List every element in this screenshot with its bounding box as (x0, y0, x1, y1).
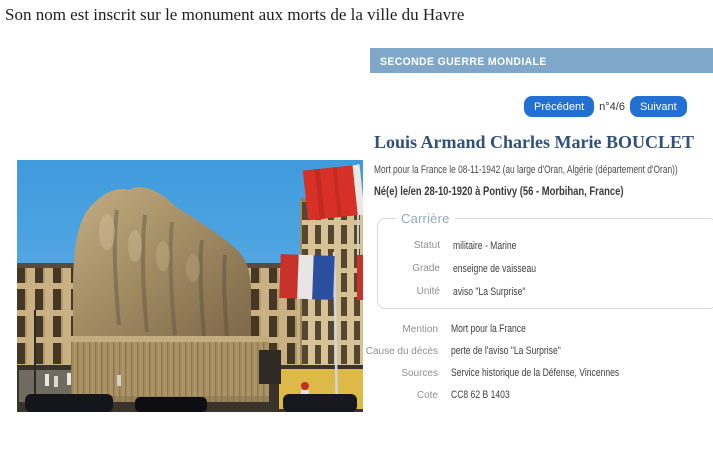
photo-car (283, 394, 357, 412)
next-button[interactable]: Suivant (630, 96, 687, 117)
monument-photo (17, 160, 363, 412)
detail-row-cote (363, 384, 708, 406)
career-fieldset (377, 211, 713, 309)
death-info: Mort pour la France le 08-11-1942 (au large d'Oran, Algérie (département d'Oran)) (374, 164, 678, 176)
record-navigation (524, 96, 687, 117)
photo-car (135, 397, 207, 412)
field-value: CC8 62 B 1403 (451, 389, 510, 401)
monument-pedestal (71, 342, 269, 402)
field-label: Cote (416, 389, 438, 401)
field-label: Mention (402, 323, 438, 335)
period-banner (370, 48, 713, 73)
field-value: perte de l'aviso "La Surprise" (451, 345, 561, 357)
field-label: Statut (413, 240, 440, 251)
detail-row-cause-deces (363, 340, 708, 362)
monument-note: Son nom est inscrit sur le monument aux morts de la ville du Havre (5, 5, 465, 24)
field-label: Sources (401, 367, 438, 379)
monument-plaque (259, 350, 281, 384)
field-value: Service historique de la Défense, Vincennes (451, 367, 620, 379)
field-label: Grade (412, 263, 440, 274)
photo-monument-overlay (17, 160, 363, 412)
birth-info: Né(e) le/en 28-10-1920 à Pontivy (56 - Morbihan, France) (374, 186, 624, 198)
detail-row-mention (363, 318, 708, 340)
career-row-statut (388, 234, 706, 257)
record-counter: n°4/6 (599, 100, 625, 113)
career-row-unite (388, 280, 706, 303)
field-label: Unité (416, 286, 440, 297)
monument-pedestal-ledge (71, 336, 269, 343)
detail-row-sources (363, 362, 708, 384)
period-banner-label: SECONDE GUERRE MONDIALE (380, 56, 547, 68)
person-name: Louis Armand Charles Marie BOUCLET (374, 132, 695, 152)
field-value: militaire - Marine (453, 239, 517, 252)
previous-button[interactable]: Précédent (524, 96, 594, 117)
field-value: aviso "La Surprise" (453, 285, 526, 298)
photo-car (25, 394, 113, 412)
field-value: enseigne de vaisseau (453, 262, 537, 275)
french-flag-red (303, 165, 363, 221)
career-row-grade (388, 257, 706, 280)
field-label: Cause du décès (365, 345, 438, 357)
career-legend: Carrière (401, 211, 450, 226)
field-value: Mort pour la France (451, 323, 526, 335)
record-details (363, 318, 708, 406)
french-tricolor-flag (279, 254, 335, 300)
